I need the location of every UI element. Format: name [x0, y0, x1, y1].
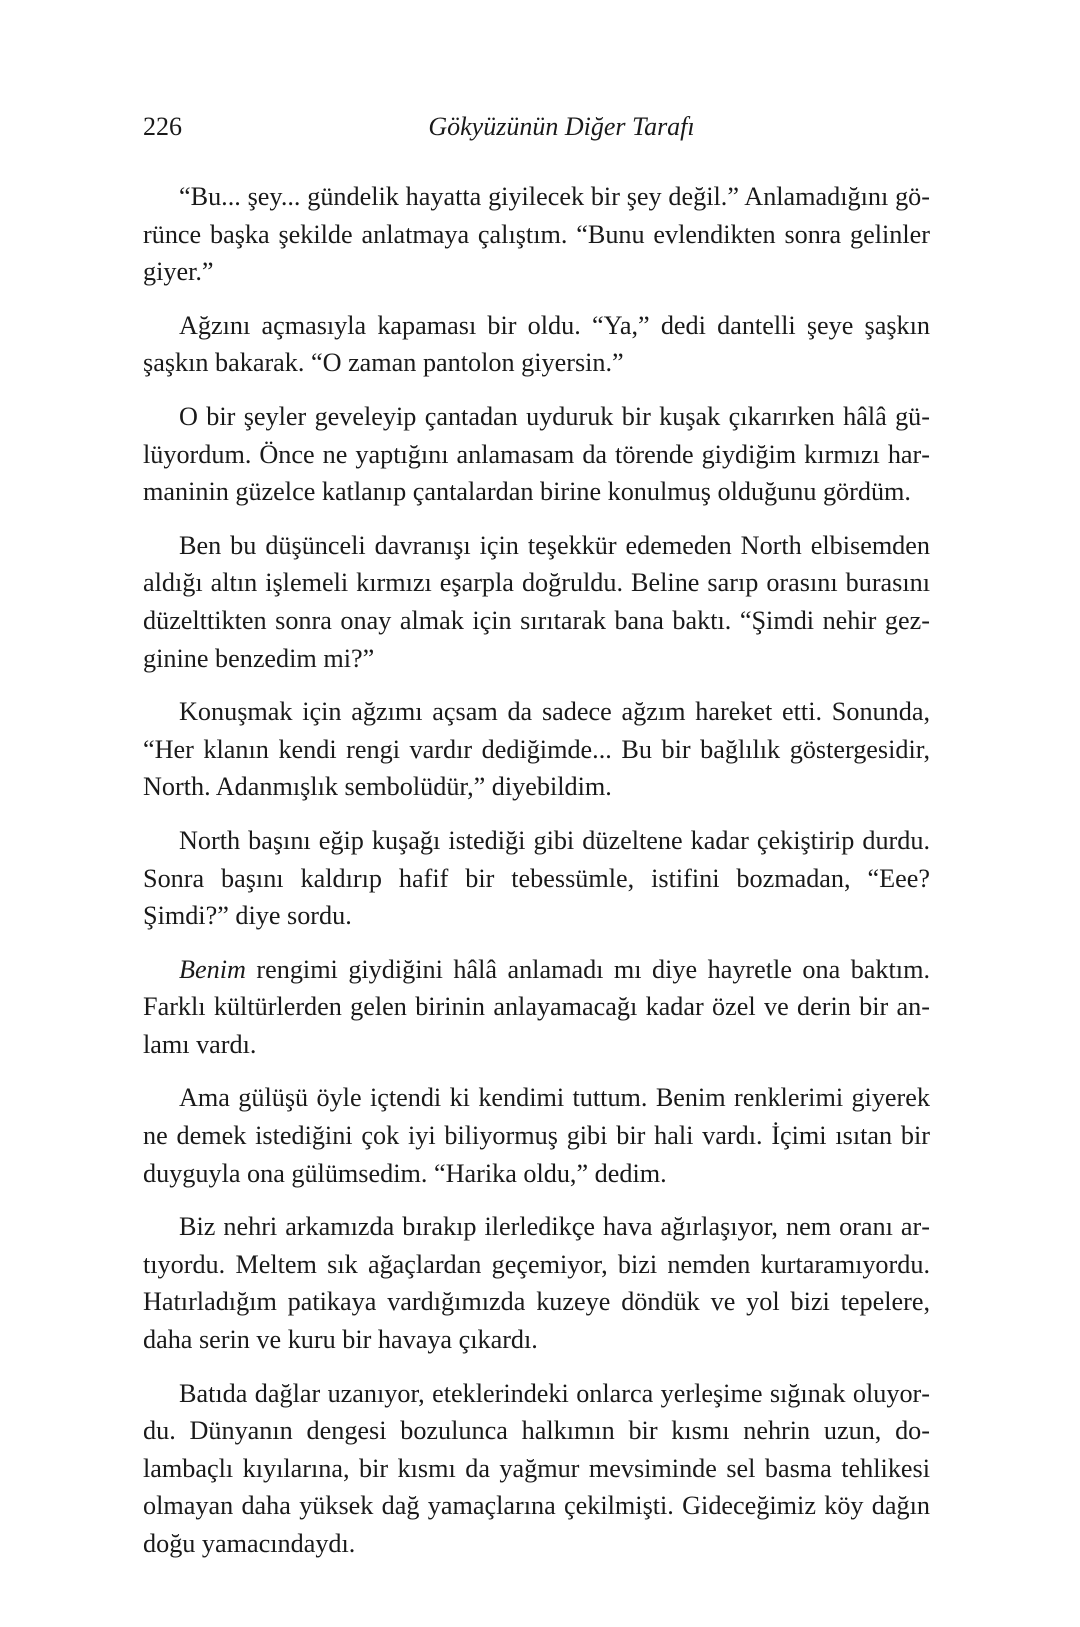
paragraph-9: Biz nehri arkamızda bırakıp ilerledikçe hava ağırlaşıyor, nem oranı artıyordu. Meltem sık ağaçlardan geçemiyor, bizi nemden kurtaramıyordu. Hatırladığım patikaya vardığımızda kuzeye döndük ve yol bizi tepelere, daha serin ve kuru bir havaya çıkardı. — [143, 1212, 930, 1355]
paragraph-10: Batıda dağlar uzanıyor, eteklerindeki onlarca yerleşime sığınak oluyordu. Dünyanın dengesi bozulunca halkımın bir kısmı nehrin uzun, dolambaçlı kıyılarına, bir kısmı da yağmur mevsiminde sel basma tehlikesi olmayan daha yüksek dağ yamaçlarına çekilmişti. Gideceğimiz köy dağın doğu yamacındaydı. — [143, 1378, 930, 1558]
paragraph-7 — [143, 951, 930, 1064]
book-title: Gökyüzünün Diğer Tarafı — [428, 112, 695, 141]
paragraph-3: O bir şeyler geveleyip çantadan uyduruk bir kuşak çıkarırken hâlâ gülüyordum. Önce ne yaptığını anlamasam da törende giydiğim kırmızı harmaninin güzelce katlanıp çantalardan birine konulmuş olduğunu gördüm. — [143, 401, 930, 507]
paragraph-4: Ben bu düşünceli davranışı için teşekkür edemeden North elbisemden aldığı altın işlemeli kırmızı eşarpla doğruldu. Beline sarıp orasını burasını düzelttikten sonra onay almak için sırıtarak bana baktı. “Şimdi nehir gezginine benzedim mi?” — [143, 530, 930, 673]
paragraph-6: North başını eğip kuşağı istediği gibi düzeltene kadar çekiştirip durdu. Sonra başını kaldırıp hafif bir tebessümle, istifini bozmadan, “Eee? Şimdi?” diye sordu. — [143, 825, 930, 931]
running-head — [143, 112, 920, 152]
paragraph-2: Ağzını açmasıyla kapaması bir oldu. “Ya,” dedi dantelli şeye şaşkın şaşkın bakarak. “O zaman pantolon giyersin.” — [143, 310, 930, 378]
body-text — [143, 178, 930, 1579]
italic-emphasis: Benim — [179, 954, 246, 984]
paragraph-8: Ama gülüşü öyle içtendi ki kendimi tuttum. Benim renklerimi giyerek ne demek istediğini çok iyi biliyormuş gibi bir hali vardı. İçimi ısıtan bir duyguyla ona gülümsedim. “Harika oldu,” dedim. — [143, 1083, 930, 1188]
paragraph-7-text: rengimi giydiğini hâlâ anlamadı mı diye hayretle ona baktım. Farklı kültürlerden gelen birinin anlayamacağı kadar özel ve derin bir anlamı vardı. — [143, 954, 930, 1059]
paragraph-5: Konuşmak için ağzımı açsam da sadece ağzım hareket etti. Sonunda, “Her klanın kendi rengi vardır dediğimde... Bu bir bağlılık göstergesidir, North. Adanmışlık sembolüdür,” diyebildim. — [143, 697, 930, 802]
page-number: 226 — [143, 112, 182, 141]
paragraph-1: “Bu... şey... gündelik hayatta giyilecek bir şey değil.” Anlamadığını görünce başka şekilde anlatmaya çalıştım. “Bunu evlendikten sonra gelinler giyer.” — [143, 182, 930, 287]
